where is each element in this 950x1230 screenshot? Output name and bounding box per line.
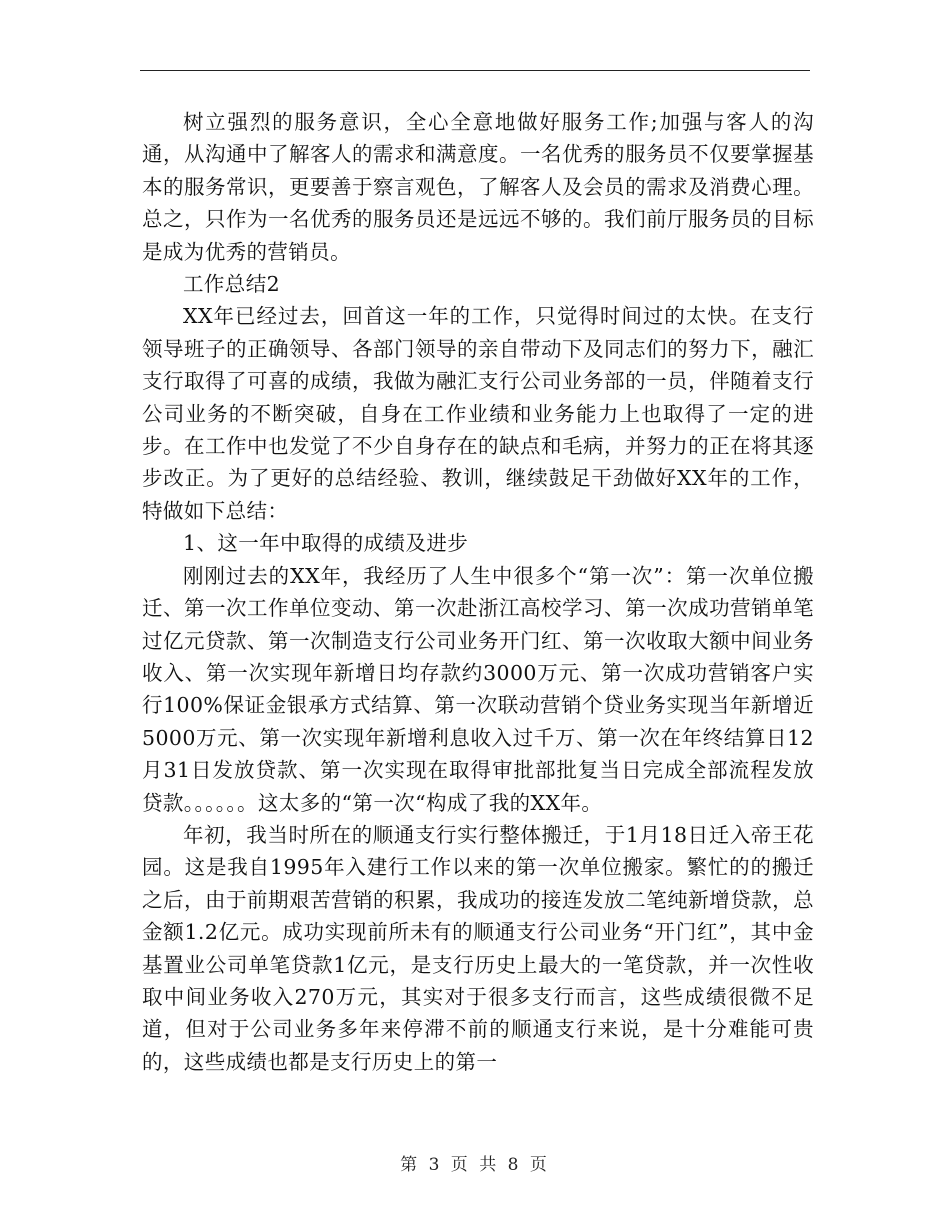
- paragraph-firsts: 刚刚过去的XX年，我经历了人生中很多个“第一次”：第一次单位搬迁、第一次工作单位变动、第一次赴浙江高校学习、第一次成功营销单笔过亿元贷款、第一次制造支行公司业务开门红、第一次收取大额中间业务收入、第一次实现年新增日均存款约3000万元、第一次成功营销客户实行100%保证金银承方式结算、第一次联动营销个贷业务实现当年新增近5000万元、第一次实现年新增利息收入过千万、第一次在年终结算日12月31日发放贷款、第一次实现在取得审批部批复当日完成全部流程发放贷款。。。。。。这太多的“第一次“构成了我的XX年。: [142, 563, 814, 815]
- page-number-footer: 第 3 页 共 8 页: [400, 1155, 550, 1175]
- paragraph-year-review: XX年已经过去，回首这一年的工作，只觉得时间过的太快。在支行领导班子的正确领导、各部门领导的亲自带动下及同志们的努力下，融汇支行取得了可喜的成绩，我做为融汇支行公司业务部的一员，伴随着支行公司业务的不断突破，自身在工作业绩和业务能力上也取得了一定的进步。在工作中也发觉了不少自身存在的缺点和毛病，并努力的正在将其逐步改正。为了更好的总结经验、教训，继续鼓足干劲做好XX年的工作，特做如下总结：: [142, 304, 814, 523]
- subsection-title-achievements: 1、这一年中取得的成绩及进步: [183, 531, 469, 556]
- paragraph-relocation: 年初，我当时所在的顺通支行实行整体搬迁，于1月18日迁入帝王花园。这是我自1995年入建行工作以来的第一次单位搬家。繁忙的的搬迁之后，由于前期艰苦营销的积累，我成功的接连发放二笔纯新增贷款，总金额1.2亿元。成功实现前所未有的顺通支行公司业务“开门红”，其中金基置业公司单笔贷款1亿元，是支行历史上最大的一笔贷款，并一次性收取中间业务收入270万元，其实对于很多支行而言，这些成绩很微不足道，但对于公司业务多年来停滞不前的顺通支行来说，是十分难能可贵的，这些成绩也都是支行历史上的第一: [142, 822, 814, 1074]
- header-rule: [140, 70, 810, 71]
- paragraph-service-awareness: 树立强烈的服务意识，全心全意地做好服务工作;加强与客人的沟通，从沟通中了解客人的需求和满意度。一名优秀的服务员不仅要掌握基本的服务常识，更要善于察言观色，了解客人及会员的需求及消费心理。总之，只作为一名优秀的服务员还是远远不够的。我们前厅服务员的目标是成为优秀的营销员。: [142, 110, 814, 264]
- body-text: [142, 106, 814, 1078]
- section-title-work-summary-2: 工作总结2: [183, 272, 281, 297]
